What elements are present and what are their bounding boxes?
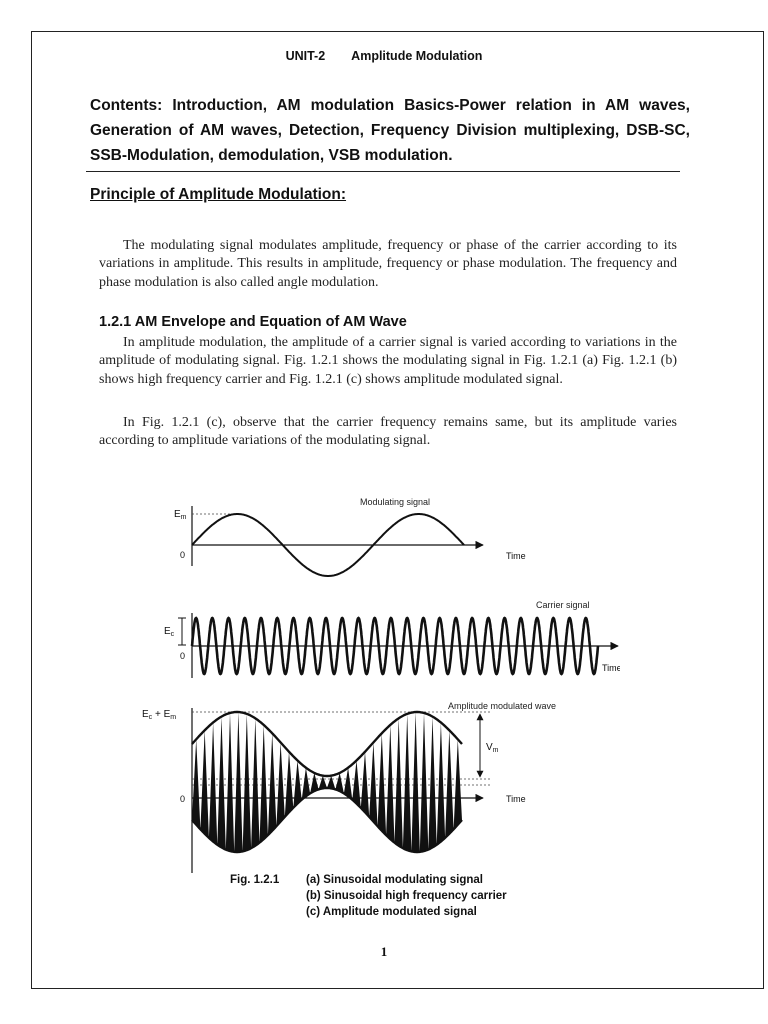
figure-caption-a: (a) Sinusoidal modulating signal: [306, 874, 483, 886]
page-header: [0, 49, 768, 63]
figure-caption-b: (b) Sinusoidal high frequency carrier: [306, 890, 507, 902]
vm-label: $V_m$: [486, 742, 499, 754]
am-carrier-fill: [192, 712, 462, 852]
em-label: $E_m$: [174, 509, 187, 521]
carrier-signal-plot: [164, 600, 620, 678]
zero-label-b: 0: [180, 651, 186, 661]
unit-label: UNIT-2: [285, 49, 326, 63]
time-label-a: Time: [506, 551, 526, 561]
page-number: 1: [380, 944, 388, 959]
subsection-heading: 1.2.1 AM Envelope and Equation of AM Wave: [99, 314, 407, 330]
time-label-c: Time: [506, 794, 526, 804]
carrier-signal-label: Carrier signal: [536, 600, 590, 610]
modulating-signal-label: Modulating signal: [360, 497, 431, 507]
am-wave-label: Amplitude modulated wave: [448, 701, 557, 711]
section-heading: Principle of Amplitude Modulation:: [90, 186, 347, 203]
figure-caption-c: (c) Amplitude modulated signal: [306, 906, 477, 918]
figure-am-waveforms: [130, 488, 620, 918]
contents-paragraph: Contents: Introduction, AM modulation Basics-Power relation in AM waves, Generation of AM waves, Detection, Frequency Division multiplexing, DSB-SC, SSB-Modulation, demodulation, VSB modulation.: [90, 97, 690, 164]
body-paragraph-2: In Fig. 1.2.1 (c), observe that the carrier frequency remains same, but its amplitude varies according to amplitude variations of the modulating signal.: [99, 415, 677, 449]
am-wave-plot: [142, 701, 556, 873]
figure-caption-prefix: Fig. 1.2.1: [230, 874, 280, 886]
time-label-b: Time: [602, 663, 620, 673]
zero-label-c: 0: [180, 794, 186, 804]
zero-label-a: 0: [180, 550, 186, 560]
unit-title: Amplitude Modulation: [351, 49, 483, 63]
divider: [86, 171, 680, 172]
waveform-diagram: [130, 488, 620, 883]
ec-label: $E_c$: [164, 626, 175, 638]
body-paragraph-1: In amplitude modulation, the amplitude of a carrier signal is varied according to variations in the amplitude of modulating signal. Fig. 1.2.1 shows the modulating signal in Fig. 1.2.1 (a) Fig. 1.2.1 (b) shows high frequency carrier and Fig. 1.2.1 (c) shows amplitude modulated signal.: [99, 335, 677, 387]
modulating-signal-plot: [174, 497, 526, 576]
ec-plus-em-label: $E_c + E_m$: [142, 709, 177, 721]
intro-paragraph: The modulating signal modulates amplitude, frequency or phase of the carrier according to its variations in amplitude. This results in amplitude, frequency or phase modulation. The frequency and phase modulation is also called angle modulation.: [99, 238, 677, 290]
